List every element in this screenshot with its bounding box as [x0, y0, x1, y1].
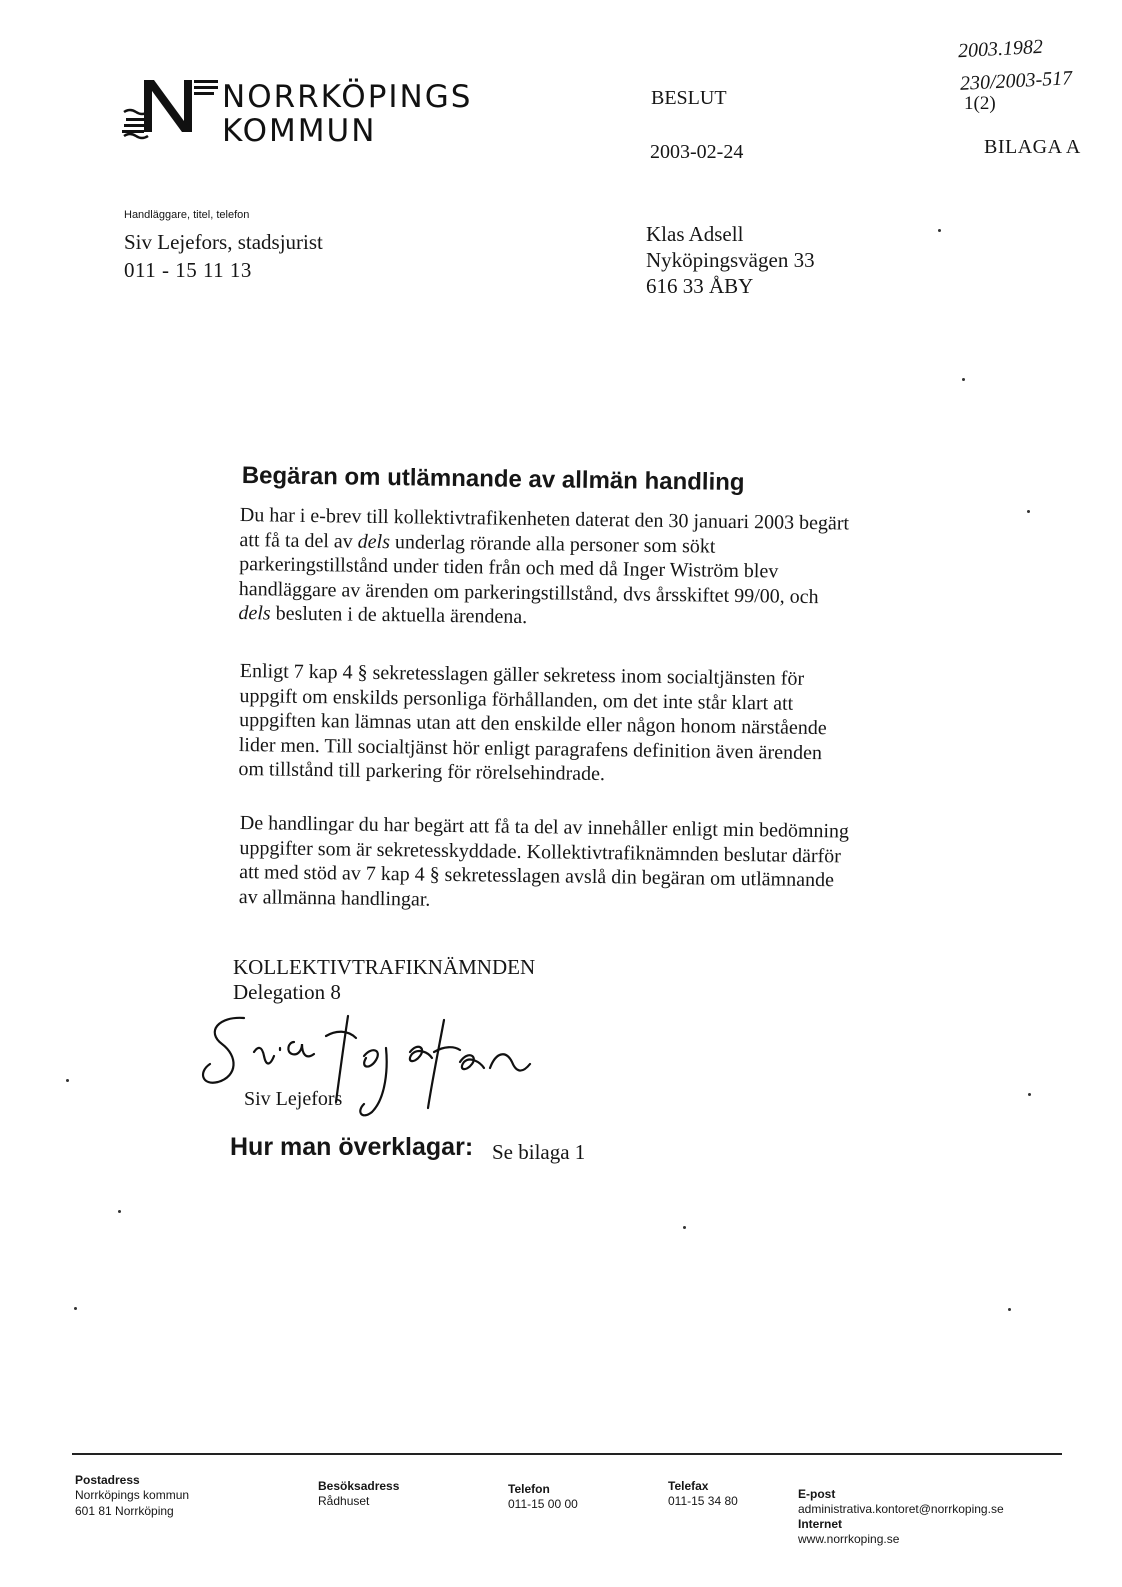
paragraph-line: handläggare av ärenden om parkeringstillstånd, dvs årsskiftet 99/00, och [238, 577, 819, 608]
footer-email-value: administrativa.kontoret@norrkoping.se [798, 1502, 1004, 1516]
scan-speck [118, 1210, 121, 1213]
footer-postal-line: Norrköpings kommun [75, 1488, 190, 1502]
paragraph-line: parkeringstillstånd under tiden från och med då Inger Wiström blev [238, 552, 779, 583]
paragraph-line: lider men. Till socialtjänst hör enligt paragrafens definition även ärenden [238, 733, 823, 764]
scan-speck [74, 1307, 77, 1310]
footer-postal-line: 601 81 Norrköping [75, 1504, 174, 1518]
footer-visiting-address [318, 1479, 399, 1509]
footer-contact [798, 1487, 1004, 1547]
delegation: Delegation 8 [233, 980, 341, 1004]
recipient-city: 616 33 ÅBY [646, 274, 754, 298]
footer-fax-label: Telefax [668, 1479, 709, 1493]
appeal-heading: Hur man överklagar: [230, 1133, 474, 1161]
footer-visit-value: Rådhuset [318, 1494, 370, 1508]
attachment-label: BILAGA A [984, 136, 1081, 158]
footer-phone [508, 1482, 578, 1512]
footer-fax-value: 011-15 34 80 [668, 1494, 738, 1508]
handler-name: Siv Lejefors, stadsjurist [124, 230, 323, 254]
handler-phone: 011 - 15 11 13 [124, 258, 252, 282]
handwritten-reference-1: 2003.1982 [957, 35, 1044, 63]
letter-heading: Begäran om utlämnande av allmän handling [241, 462, 745, 497]
footer-fax [668, 1479, 738, 1509]
scan-speck [1008, 1308, 1011, 1311]
paragraph-decision [239, 811, 940, 919]
paragraph-line: Enligt 7 kap 4 § sekretesslagen gäller sekretess inom socialtjänsten för [239, 659, 805, 690]
signatory-name: Siv Lejefors [244, 1088, 343, 1110]
recipient-address [646, 221, 815, 299]
handwritten-reference-2: 230/2003-517 [959, 67, 1073, 95]
footer-internet-value: www.norrkoping.se [798, 1532, 900, 1546]
logo-text-line1: NORRKÖPINGS [222, 79, 473, 115]
paragraph-line: att med stöd av 7 kap 4 § sekretesslagen avslå din begäran om utlämnande [238, 860, 835, 892]
scan-speck [683, 1226, 686, 1229]
document-date: 2003-02-24 [650, 141, 744, 163]
recipient-street: Nyköpingsvägen 33 [646, 248, 815, 272]
footer-divider [72, 1453, 1062, 1455]
emphasis-text: dels [238, 601, 271, 625]
paragraph-line: uppgiften kan lämnas utan att den enskilde eller någon honom närstående [238, 708, 827, 740]
paragraph-line: av allmänna handlingar. [238, 885, 431, 911]
footer-email-label: E-post [798, 1487, 836, 1501]
recipient-name: Klas Adsell [646, 222, 744, 246]
emphasis-text: dels [357, 530, 391, 553]
signing-organization: KOLLEKTIVTRAFIKNÄMNDEN [233, 955, 536, 979]
footer-visit-label: Besöksadress [318, 1479, 400, 1493]
handler-label: Handläggare, titel, telefon [124, 209, 250, 221]
paragraph-line: uppgift om enskilds personliga förhållanden, om det inte står klart att [239, 684, 794, 715]
logo-text-line2: KOMMUN [222, 113, 377, 149]
paragraph-legal-basis [238, 659, 940, 791]
footer-postal-label: Postadress [75, 1473, 140, 1487]
paragraph-line: Du har i e-brev till kollektivtrafikenheten daterat den 30 januari 2003 begärt [239, 503, 850, 535]
page-number: 1(2) [964, 93, 996, 114]
norrkoping-logo [122, 72, 222, 140]
appeal-reference: Se bilaga 1 [492, 1140, 586, 1164]
footer-postal-address [75, 1473, 189, 1519]
scan-speck [1027, 510, 1030, 513]
text-span: att få ta del av [239, 528, 358, 553]
footer-internet-label: Internet [798, 1517, 843, 1531]
scan-speck [938, 229, 941, 232]
text-span: underlag rörande alla personer som sökt [389, 530, 716, 558]
scan-speck [962, 378, 965, 381]
document-type: BESLUT [651, 87, 727, 109]
paragraph-request [238, 503, 940, 635]
paragraph-line: om tillstånd till parkering för rörelsehindrade. [238, 757, 606, 786]
paragraph-line: De handlingar du har begärt att få ta del av innehåller enligt min bedömning [239, 811, 850, 843]
paragraph-line: uppgifter som är sekretesskyddade. Kollektivtrafiknämnden beslutar därför [239, 836, 842, 867]
footer-phone-label: Telefon [508, 1482, 550, 1496]
scan-speck [66, 1079, 69, 1082]
text-span: besluten i de aktuella ärendena. [270, 602, 528, 629]
footer-phone-value: 011-15 00 00 [508, 1497, 578, 1511]
scan-speck [1028, 1093, 1031, 1096]
